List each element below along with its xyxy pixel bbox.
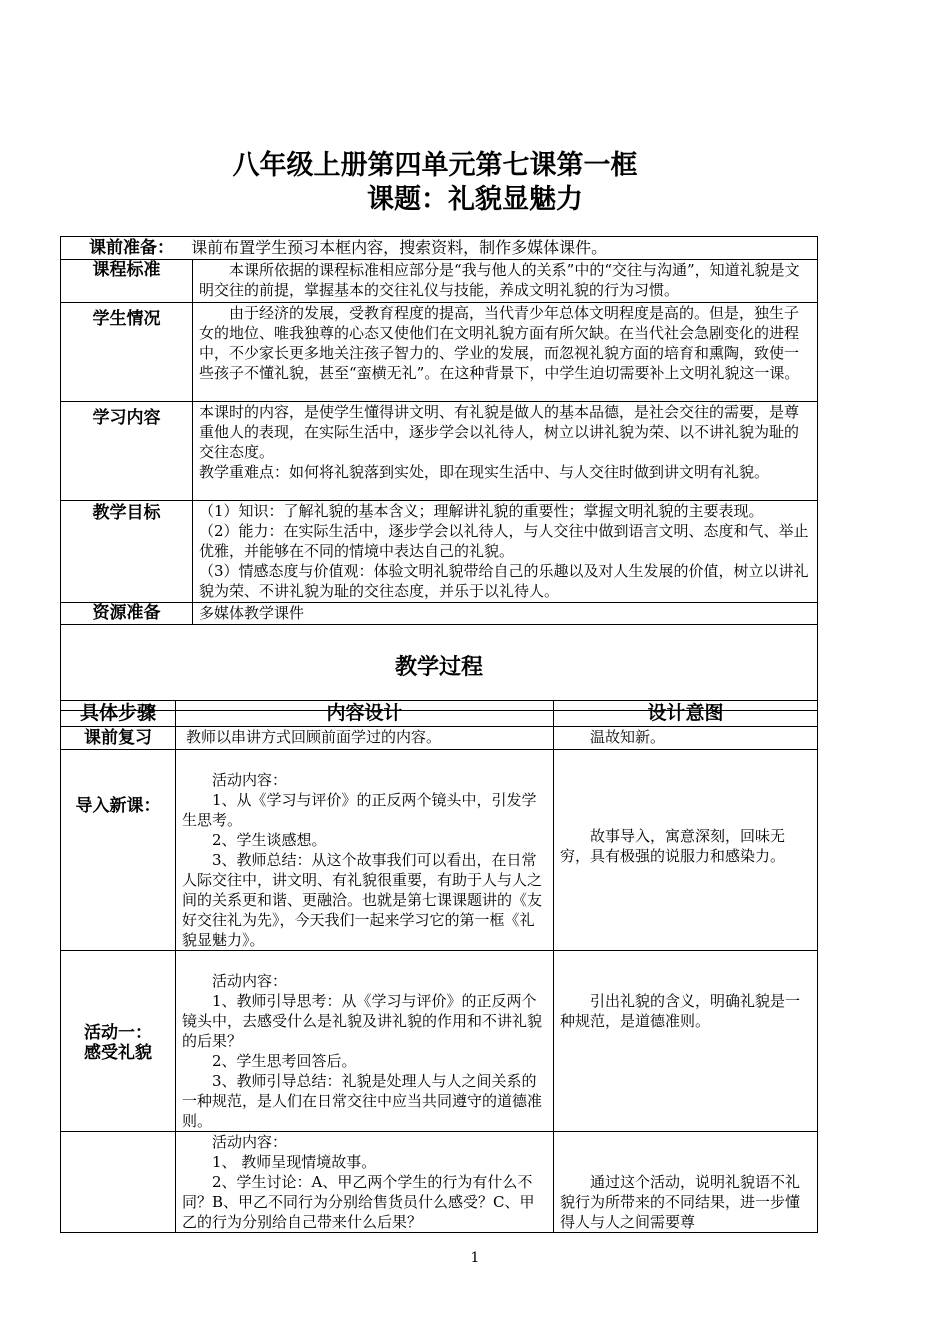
resources-label: 资源准备 [61, 603, 193, 625]
content-keypoints: 教学重难点：如何将礼貌落到实处，即在现实生活中、与人交往时做到讲文明有礼貌。 [199, 463, 770, 481]
intro-design: 活动内容： 1、从《学习与评价》的正反两个镜头中，引发学生思考。 2、学生谈感想。 3、教师总结：从这个故事我们可以看出，在日常人际交往中，讲文明、有礼貌很重要，有助于人与人之间的关系更和谐、更融洽。也就是第七课课题讲的《友好交往礼为先》，今天我们一起来学习它的第一框《礼貌显魅力》。 [176, 750, 554, 951]
students-text: 由于经济的发展，受教育程度的提高，当代青少年总体文明程度是高的。但是，独生子女的地位、唯我独尊的心态又使他们在文明礼貌方面有所欠缺。在当代社会急剧变化的进程中，不少家长更多地关注孩子智力的、学业的发展，而忽视礼貌方面的培育和熏陶，致使一些孩子不懂礼貌，甚至“蛮横无礼”。在这种背景下，中学生迫切需要补上文明礼貌这一课。 [193, 303, 818, 402]
act2-step [61, 1132, 176, 1233]
prep-row [61, 237, 818, 260]
intro-intent: 故事导入，寓意深刻，回味无穷，具有极强的说服力和感染力。 [554, 750, 818, 951]
page-number: 1 [470, 1250, 480, 1266]
goals-label: 教学目标 [61, 501, 193, 603]
act1-intent: 引出礼貌的含义，明确礼貌是一种规范，是道德准则。 [554, 951, 818, 1132]
content-label: 学习内容 [61, 402, 193, 501]
process-title: 教学过程 [61, 625, 818, 711]
content-text [193, 402, 818, 501]
goal-attitude: （3）情感态度与价值观：体验文明礼貌带给自己的乐趣以及对人生发展的价值，树立以讲礼貌为荣、不讲礼貌为耻的交往态度，并乐于以礼待人。 [199, 562, 809, 600]
content-body: 本课时的内容，是使学生懂得讲文明、有礼貌是做人的基本品德，是社会交往的需要，是尊重他人的表现，在实际生活中，逐步学会以礼待人，树立以讲礼貌为荣、以不讲礼貌为耻的交往态度。 [199, 403, 800, 461]
act2-intent: 通过这个活动，说明礼貌语不礼貌行为所带来的不同结果，进一步懂得人与人之间需要尊 [554, 1132, 818, 1233]
act1-design: 活动内容： 1、教师引导思考：从《学习与评价》的正反两个镜头中，去感受什么是礼貌及讲礼貌的作用和不讲礼貌的后果？ 2、学生思考回答后。 3、教师引导总结：礼貌是处理人与人之间关系的一种规范，是人们在日常交往中应当共同遵守的道德准则。 [176, 951, 554, 1132]
students-label: 学生情况 [61, 303, 193, 402]
document-title: 八年级上册第四单元第七课第一框 [232, 150, 638, 181]
header-intent: 设计意图 [554, 701, 818, 727]
act2-design: 活动内容： 1、 教师呈现情境故事。 2、学生讨论：A、甲乙两个学生的行为有什么不同？B、甲乙不同行为分别给售货员什么感受？C、甲乙的行为分别给自己带来什么后果？ [176, 1132, 554, 1233]
goal-ability: （2）能力：在实际生活中，逐步学会以礼待人，与人交往中做到语言文明、态度和气、举止优雅，并能够在不同的情境中表达自己的礼貌。 [199, 522, 809, 560]
process-table [60, 700, 818, 1233]
goal-knowledge: （1）知识：了解礼貌的基本含义；理解讲礼貌的重要性；掌握文明礼貌的主要表现。 [199, 502, 764, 520]
act1-step: 活动一： 感受礼貌 [61, 951, 176, 1132]
goals-text [193, 501, 818, 603]
standard-label: 课程标准 [61, 260, 193, 303]
review-step: 课前复习 [61, 727, 176, 750]
prep-label: 课前准备： [89, 238, 174, 258]
review-intent: 温故知新。 [554, 727, 818, 750]
intro-step: 导入新课： [61, 750, 176, 951]
lesson-title: 课题：礼貌显魅力 [367, 184, 583, 215]
header-design: 内容设计 [176, 701, 554, 727]
review-design: 教师以串讲方式回顾前面学过的内容。 [176, 727, 554, 750]
resources-text: 多媒体教学课件 [193, 603, 818, 625]
header-step: 具体步骤 [61, 701, 176, 727]
lesson-info-table [60, 236, 818, 711]
standard-text: 本课所依据的课程标准相应部分是“我与他人的关系”中的“交往与沟通”，知道礼貌是文明交往的前提，掌握基本的交往礼仪与技能，养成文明礼貌的行为习惯。 [193, 260, 818, 303]
prep-text: 课前布置学生预习本框内容，搜索资料，制作多媒体课件。 [191, 238, 608, 257]
